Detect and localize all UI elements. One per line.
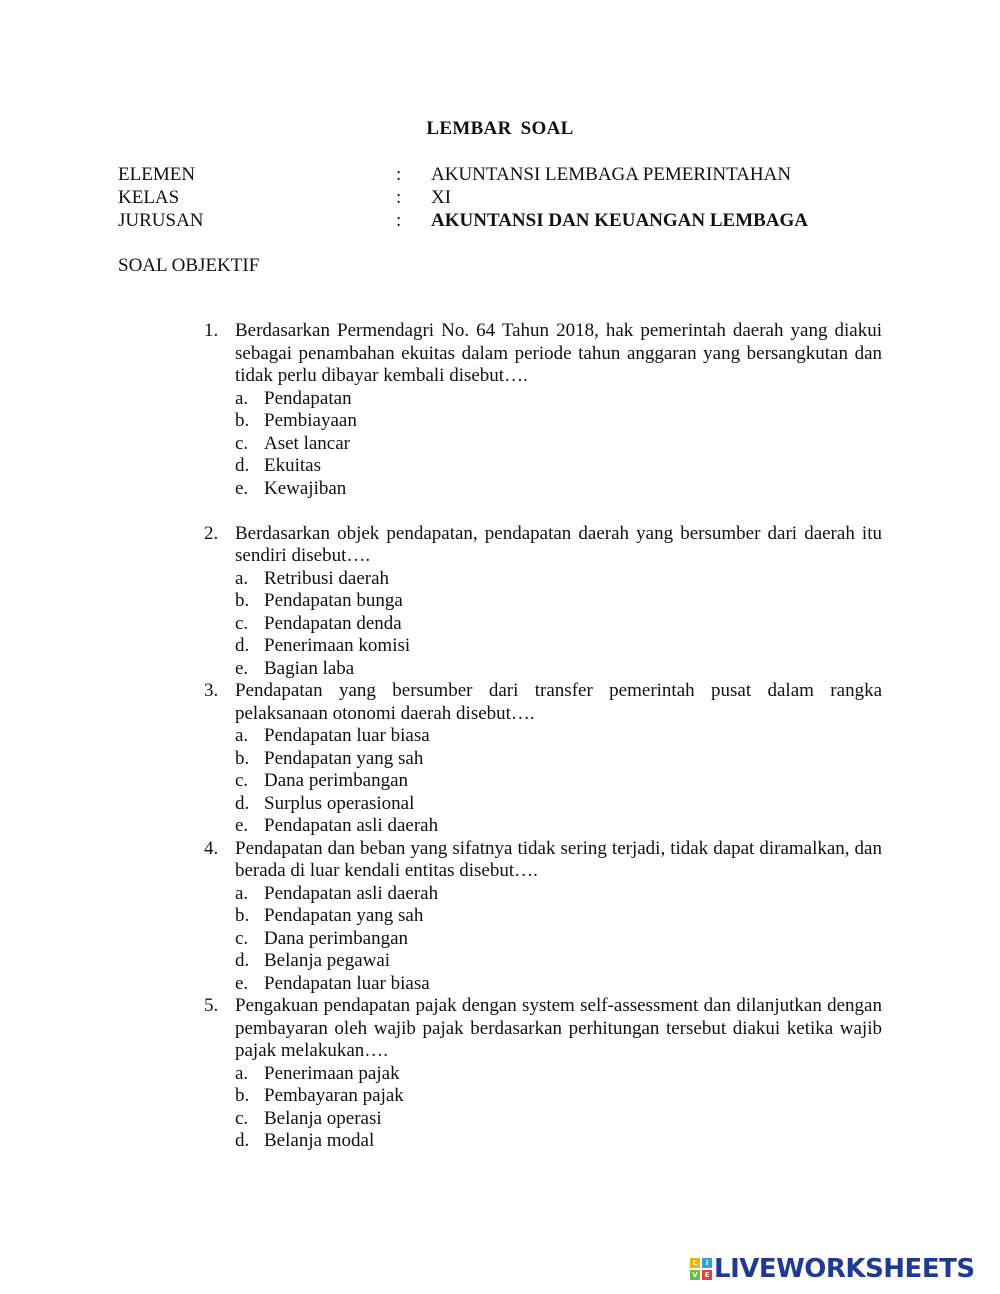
question-number: 2. (204, 522, 219, 544)
option-text: Pendapatan yang sah (264, 747, 424, 769)
option-text: Surplus operasional (264, 792, 415, 814)
question-4 (204, 838, 882, 996)
option-a[interactable] (235, 568, 882, 591)
option-letter: e. (235, 657, 249, 679)
option-letter: d. (235, 635, 250, 656)
logo-tile-v: V (690, 1270, 700, 1280)
option-d[interactable] (235, 950, 882, 973)
question-number: 3. (204, 680, 219, 701)
meta-value: AKUNTANSI DAN KEUANGAN LEMBAGA (431, 210, 809, 231)
question-number: 5. (204, 995, 219, 1016)
liveworksheets-logo-text: LIVEWORKSHEETS (714, 1254, 975, 1284)
option-text: Pendapatan asli daerah (264, 882, 439, 904)
option-b[interactable] (235, 1085, 882, 1108)
option-a[interactable] (235, 725, 882, 748)
option-letter: d. (235, 792, 250, 814)
option-letter: a. (235, 387, 249, 409)
question-number: 4. (204, 837, 219, 859)
question-number: 1. (204, 320, 219, 341)
logo-tile-e: E (702, 1270, 712, 1280)
option-letter: c. (235, 612, 249, 634)
question-2 (204, 523, 882, 681)
option-text: Aset lancar (264, 432, 350, 454)
option-text: Bagian laba (264, 657, 355, 679)
meta-label: JURUSAN (118, 210, 204, 231)
question-text: Pendapatan dan beban yang sifatnya tidak sering terjadi, tidak dapat diramalkan, dan berada di luar kendali entitas disebut…. (235, 837, 882, 881)
option-c[interactable] (235, 770, 882, 793)
option-text: Dana perimbangan (264, 927, 409, 949)
option-letter: a. (235, 1062, 249, 1084)
option-letter: c. (235, 770, 249, 791)
option-text: Pendapatan asli daerah (264, 815, 439, 836)
option-c[interactable] (235, 1108, 882, 1131)
meta-label: ELEMEN (118, 164, 196, 185)
liveworksheets-logo-icon (690, 1258, 712, 1280)
option-text: Retribusi daerah (264, 567, 390, 589)
meta-value: XI (431, 187, 452, 208)
option-letter: b. (235, 905, 250, 926)
option-letter: c. (235, 432, 249, 454)
page-title: LEMBAR SOAL (426, 118, 574, 139)
option-d[interactable] (235, 635, 882, 658)
option-letter: d. (235, 950, 250, 971)
meta-value: AKUNTANSI LEMBAGA PEMERINTAHAN (431, 164, 792, 185)
option-b[interactable] (235, 410, 882, 433)
option-text: Kewajiban (264, 477, 347, 499)
liveworksheets-logo[interactable] (690, 1252, 975, 1286)
option-b[interactable] (235, 905, 882, 928)
question-text: Pendapatan yang bersumber dari transfer pemerintah pusat dalam rangka pelaksanaan otonomi daerah disebut…. (235, 680, 882, 724)
option-letter: e. (235, 477, 249, 499)
question-1 (204, 320, 882, 500)
logo-tile-l: L (690, 1258, 700, 1268)
meta-colon: : (396, 164, 402, 185)
option-a[interactable] (235, 883, 882, 906)
option-d[interactable] (235, 793, 882, 816)
option-text: Ekuitas (264, 455, 321, 476)
option-letter: a. (235, 882, 249, 904)
option-b[interactable] (235, 590, 882, 613)
option-text: Pendapatan (264, 387, 352, 409)
meta-colon: : (396, 187, 402, 208)
question-3 (204, 680, 882, 838)
option-letter: b. (235, 590, 250, 611)
option-letter: c. (235, 1107, 249, 1129)
option-letter: e. (235, 815, 249, 836)
option-letter: a. (235, 567, 249, 589)
option-text: Belanja modal (264, 1130, 375, 1151)
question-text: Berdasarkan Permendagri No. 64 Tahun 2018, hak pemerintah daerah yang diakui sebagai penambahan ekuitas dalam periode tahun anggaran yang bersangkutan dan tidak perlu dibayar kembali disebut…. (235, 320, 882, 386)
option-d[interactable] (235, 455, 882, 478)
option-e[interactable] (235, 815, 882, 838)
option-b[interactable] (235, 748, 882, 771)
option-text: Pembayaran pajak (264, 1085, 404, 1106)
option-e[interactable] (235, 478, 882, 501)
option-c[interactable] (235, 928, 882, 951)
option-a[interactable] (235, 388, 882, 411)
option-letter: d. (235, 1130, 250, 1151)
option-text: Pendapatan denda (264, 612, 402, 634)
option-text: Pendapatan luar biasa (264, 725, 430, 746)
option-letter: b. (235, 747, 250, 769)
option-d[interactable] (235, 1130, 882, 1153)
question-text: Pengakuan pendapatan pajak dengan system self-assessment dan dilanjutkan dengan pembayaran oleh wajib pajak berdasarkan perhitungan tersebut diakui ketika wajib pajak melakukan…. (235, 995, 882, 1061)
option-c[interactable] (235, 613, 882, 636)
option-letter: a. (235, 725, 249, 746)
option-text: Belanja operasi (264, 1107, 382, 1129)
option-c[interactable] (235, 433, 882, 456)
option-text: Pembiayaan (264, 410, 357, 431)
option-text: Pendapatan luar biasa (264, 972, 430, 994)
meta-colon: : (396, 210, 402, 231)
meta-label: KELAS (118, 187, 180, 208)
section-title: SOAL OBJEKTIF (118, 255, 260, 276)
option-letter: e. (235, 972, 249, 994)
option-text: Dana perimbangan (264, 770, 409, 791)
logo-tile-i: I (702, 1258, 712, 1268)
option-text: Penerimaan komisi (264, 635, 411, 656)
option-text: Pendapatan yang sah (264, 905, 424, 926)
option-letter: c. (235, 927, 249, 949)
option-text: Penerimaan pajak (264, 1062, 400, 1084)
option-letter: b. (235, 410, 250, 431)
option-text: Pendapatan bunga (264, 590, 403, 611)
option-letter: d. (235, 455, 250, 476)
option-text: Belanja pegawai (264, 950, 391, 971)
option-letter: b. (235, 1085, 250, 1106)
question-5 (204, 995, 882, 1153)
option-e[interactable] (235, 658, 882, 681)
question-text: Berdasarkan objek pendapatan, pendapatan daerah yang bersumber dari daerah itu sendiri disebut…. (235, 522, 882, 566)
option-e[interactable] (235, 973, 882, 996)
question-list (204, 320, 882, 1153)
option-a[interactable] (235, 1063, 882, 1086)
